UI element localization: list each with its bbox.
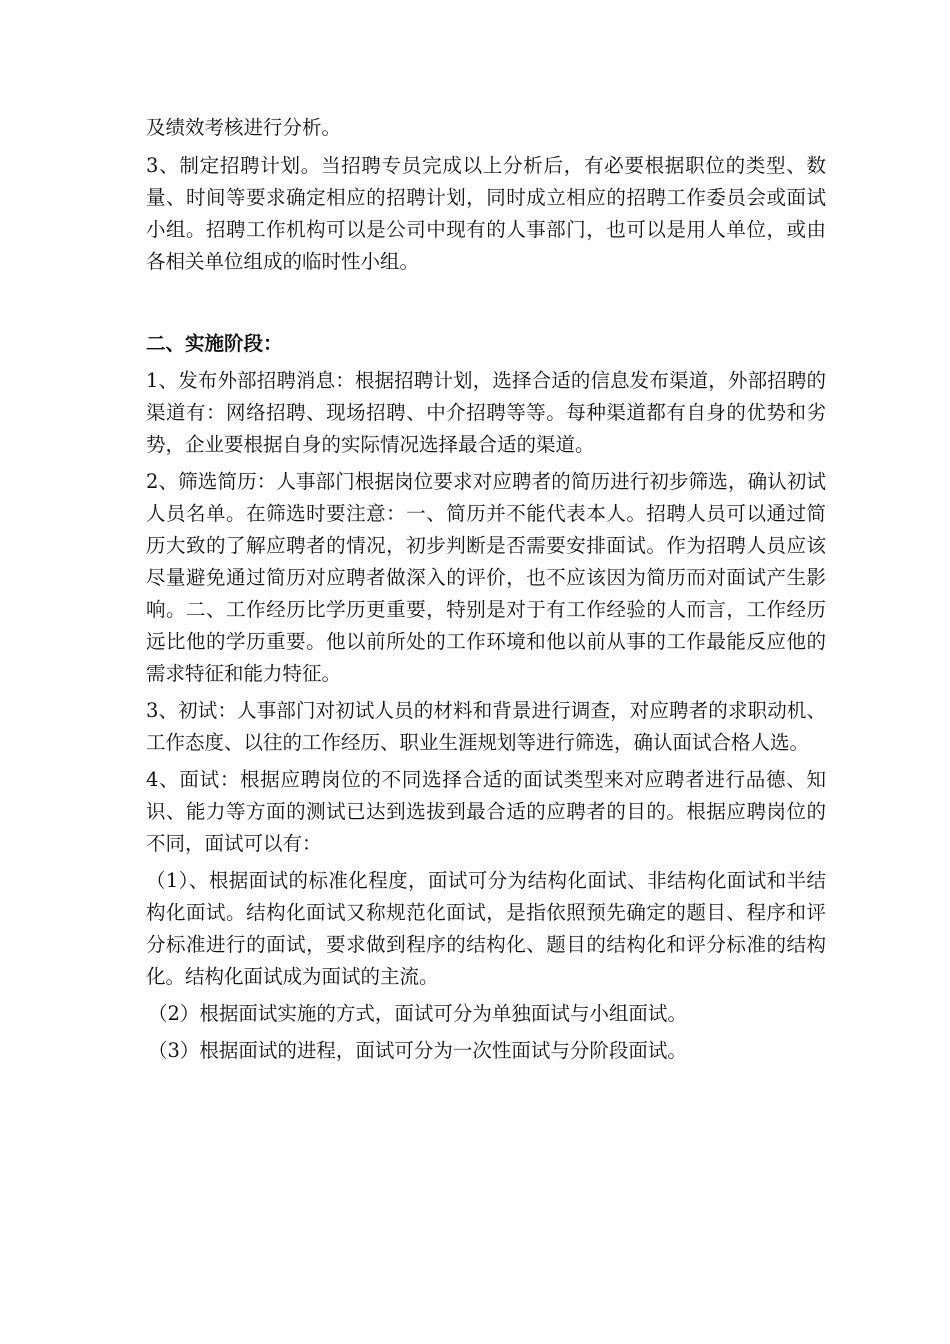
interview-type-3: （3）根据面试的进程，面试可分为一次性面试与分阶段面试。 (148, 1039, 687, 1062)
section-heading-implementation: 二、实施阶段： (146, 332, 283, 355)
planning-item-3: 3、制定招聘计划。当招聘专员完成以上分析后，有必要根据职位的类型、数量、时间等要求确定相应的招聘计划，同时成立相应的招聘工作委员会或面试小组。招聘工作机构可以是公司中现有的人事部门，也可以是用人单位，或由各相关单位组成的临时性小组。 (146, 154, 826, 273)
continuation-paragraph: 及绩效考核进行分析。 (146, 116, 342, 139)
document-body (146, 112, 826, 1072)
implementation-item-3: 3、初试：人事部门对初试人员的材料和背景进行调查，对应聘者的求职动机、工作态度、以往的工作经历、职业生涯规划等进行筛选，确认面试合格人选。 (146, 699, 826, 754)
implementation-item-4: 4、面试：根据应聘岗位的不同选择合适的面试类型来对应聘者进行品德、知识、能力等方面的测试已达到选拔到最合适的应聘者的目的。根据应聘岗位的不同，面试可以有： (146, 768, 826, 855)
implementation-item-1: 1、发布外部招聘消息：根据招聘计划，选择合适的信息发布渠道，外部招聘的渠道有：网络招聘、现场招聘、中介招聘等等。每种渠道都有自身的优势和劣势，企业要根据自身的实际情况选择最合适的渠道。 (146, 369, 826, 456)
interview-type-1: （1）、根据面试的标准化程度，面试可分为结构化面试、非结构化面试和半结构化面试。结构化面试又称规范化面试，是指依照预先确定的题目、程序和评分标准进行的面试，要求做到程序的结构化、题目的结构化和评分标准的结构化。结构化面试成为面试的主流。 (146, 869, 826, 988)
interview-type-2: （2）根据面试实施的方式，面试可分为单独面试与小组面试。 (148, 1002, 687, 1025)
implementation-item-2: 2、筛选简历：人事部门根据岗位要求对应聘者的简历进行初步筛选，确认初试人员名单。在筛选时要注意：一、简历并不能代表本人。招聘人员可以通过简历大致的了解应聘者的情况，初步判断是否需要安排面试。作为招聘人员应该尽量避免通过简历对应聘者做深入的评价，也不应该因为简历而对面试产生影响。二、工作经历比学历更重要，特别是对于有工作经验的人而言，工作经历远比他的学历重要。他以前所处的工作环境和他以前从事的工作最能反应他的需求特征和能力特征。 (146, 470, 826, 685)
